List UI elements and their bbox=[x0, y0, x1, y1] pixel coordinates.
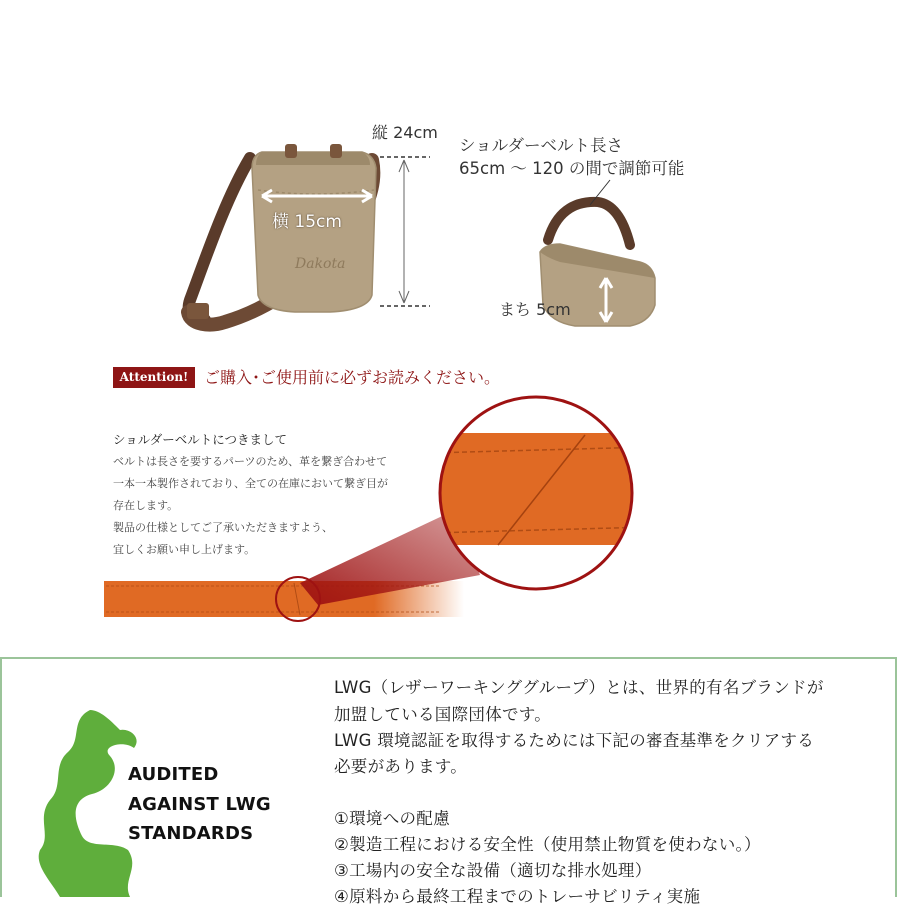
lwg-border-left bbox=[0, 657, 2, 897]
lwg-paragraph-line: LWG（レザーワーキンググループ）とは、世界的有名ブランドが bbox=[334, 678, 824, 697]
belt-seam-illustration bbox=[0, 395, 897, 635]
belt-note-line: 製品の仕様としてご了承いただきますよう、 bbox=[113, 521, 333, 534]
height-label: 縦 24cm bbox=[372, 123, 438, 142]
width-label: 横 15cm bbox=[272, 212, 342, 232]
lwg-criteria-item: ④原料から最終工程までのトレーサビリティ実施 bbox=[334, 887, 701, 906]
bag-dimension-illustration bbox=[0, 0, 897, 360]
attention-message: ご購入･ご使用前に必ずお読みください。 bbox=[204, 368, 501, 387]
strap-length-range: 65cm 〜 120 の間で調節可能 bbox=[459, 159, 685, 178]
belt-note-line: 存在します。 bbox=[113, 499, 179, 512]
lwg-paragraph-line: LWG 環境認証を取得するためには下記の審査基準をクリアする bbox=[334, 731, 815, 750]
belt-note-title: ショルダーベルトにつきまして bbox=[113, 432, 288, 447]
lwg-paragraph-line: 必要があります。 bbox=[334, 757, 468, 776]
lwg-badge-line: AUDITED bbox=[128, 764, 219, 785]
attention-badge: Attention! bbox=[113, 367, 195, 388]
lwg-paragraph-line: 加盟している国際団体です。 bbox=[334, 705, 552, 724]
lwg-criteria-item: ①環境への配慮 bbox=[334, 809, 450, 828]
lwg-badge-line: AGAINST LWG bbox=[128, 794, 271, 815]
belt-note-line: 宜しくお願い申し上げます。 bbox=[113, 543, 256, 556]
depth-label: まち 5cm bbox=[499, 300, 571, 319]
belt-note-line: ベルトは長さを要するパーツのため、革を繋ぎ合わせて bbox=[113, 455, 388, 468]
lwg-badge-line: STANDARDS bbox=[128, 823, 254, 844]
strap-length-title: ショルダーベルト長さ bbox=[459, 136, 624, 155]
lwg-criteria-item: ③工場内の安全な設備（適切な排水処理） bbox=[334, 861, 652, 880]
belt-note-line: 一本一本製作されており、全ての在庫において繋ぎ目が bbox=[113, 477, 388, 490]
brand-logo: Dakota bbox=[295, 256, 346, 272]
lwg-criteria-item: ②製造工程における安全性（使用禁止物質を使わない。） bbox=[334, 835, 761, 854]
